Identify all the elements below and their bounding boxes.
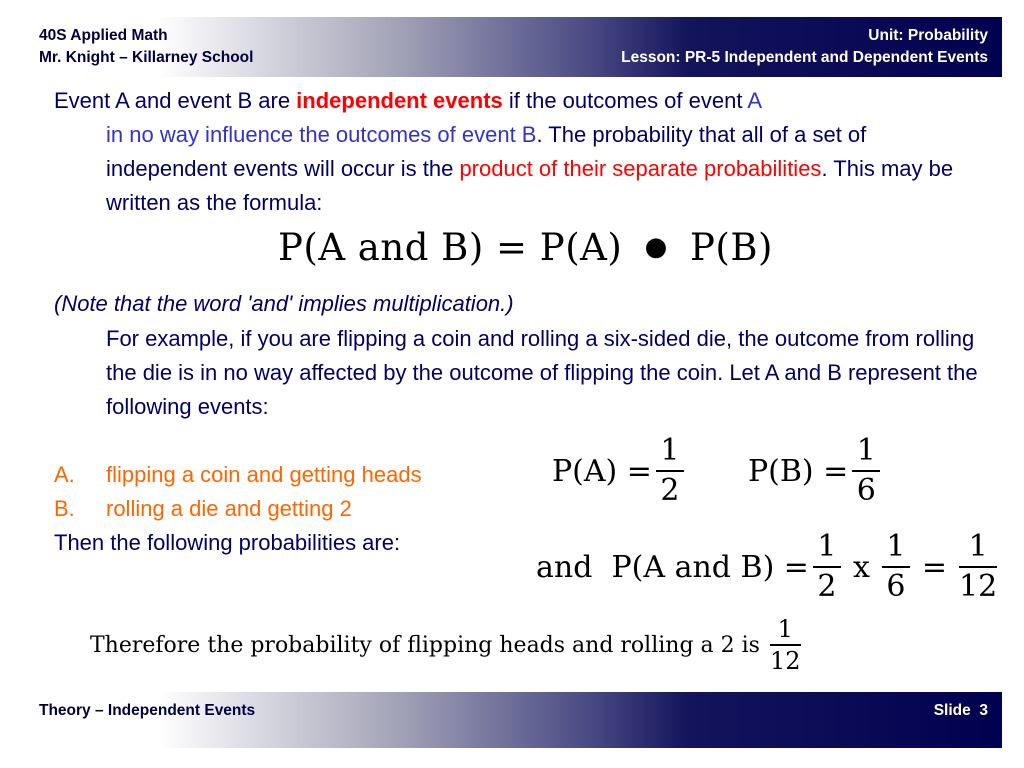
fraction-half: [813, 528, 841, 606]
event-label: A.: [54, 462, 75, 487]
multiplication-note: (Note that the word 'and' implies multiplication.): [54, 291, 514, 316]
footer-bar: [20, 692, 1002, 748]
slide-number: 3: [979, 702, 988, 719]
slide-label: Slide: [933, 702, 971, 719]
pab-label: and P(A and B) =: [536, 549, 809, 585]
multiplication-dot-icon: ●: [644, 232, 668, 262]
independent-events-term: independent events: [296, 88, 503, 113]
intro-paragraph: [54, 84, 984, 220]
intro-text-1: Event A and event B are: [54, 88, 297, 113]
slide-indicator: [934, 700, 988, 722]
fraction-denominator: 12: [959, 569, 998, 604]
fraction-sixth: [882, 528, 910, 606]
conclusion: [90, 614, 805, 676]
pb-label: P(B) =: [748, 453, 849, 489]
list-item: [54, 492, 422, 526]
fraction-denominator: 6: [886, 569, 906, 604]
fraction-numerator: 1: [817, 529, 837, 564]
equals-sign: =: [921, 549, 948, 585]
intro-text-6: . The probability that all of a set of independent events will occur is the: [106, 122, 867, 181]
intro-event-a: A: [747, 88, 763, 113]
pb-fraction: [852, 432, 880, 510]
fraction-twelfth: [959, 528, 997, 606]
header-bar: [20, 17, 1002, 77]
conclusion-fraction: [770, 614, 801, 676]
pa-fraction: [656, 432, 684, 510]
probability-b: [748, 432, 884, 510]
lesson-title: Lesson: PR-5 Independent and Dependent Events: [621, 49, 988, 66]
times-sign: x: [852, 549, 870, 585]
list-item: [54, 458, 422, 492]
fraction-numerator: 1: [660, 433, 680, 468]
product-term: product of their separate probabilities: [459, 156, 822, 181]
formula-lhs: P(A and B) = P(A): [278, 226, 623, 269]
independent-events-formula: [278, 226, 773, 269]
probability-a: [552, 432, 688, 510]
then-text: Then the following probabilities are:: [54, 530, 401, 555]
probability-a-and-b: [536, 528, 1001, 606]
fraction-numerator: 1: [777, 615, 793, 643]
unit-title: Unit: Probability: [868, 27, 988, 44]
pa-label: P(A) =: [552, 453, 652, 489]
fraction-denominator: 2: [817, 569, 837, 604]
intro-text-8: . This may be written as the formula:: [106, 156, 954, 215]
conclusion-text: Therefore the probability of flipping heads and rolling a 2 is: [90, 632, 760, 658]
intro-continued: [54, 118, 984, 220]
event-label: B.: [54, 496, 75, 521]
footer-title: Theory – Independent Events: [39, 702, 256, 719]
formula-rhs: P(B): [690, 226, 773, 269]
event-text: rolling a die and getting 2: [106, 496, 352, 521]
teacher-name: Mr. Knight – Killarney School: [39, 49, 254, 66]
fraction-denominator: 2: [660, 473, 680, 508]
events-list: [54, 458, 422, 526]
fraction-numerator: 1: [856, 433, 876, 468]
event-text: flipping a coin and getting heads: [106, 462, 422, 487]
header-left: [39, 25, 253, 69]
fraction-numerator: 1: [886, 529, 906, 564]
fraction-denominator: 6: [856, 473, 876, 508]
intro-text-3: if the outcomes of event: [502, 88, 748, 113]
course-title: 40S Applied Math: [39, 27, 168, 44]
intro-influence-text: in no way influence the outcomes of event B: [106, 122, 537, 147]
fraction-numerator: 1: [968, 529, 988, 564]
example-paragraph: For example, if you are flipping a coin and rolling a six-sided die, the outcome from rolling the die is in no way affected by the outcome of flipping the coin. Let A and B represent the following events:: [106, 326, 978, 419]
header-right: [621, 25, 988, 69]
fraction-denominator: 12: [769, 647, 801, 675]
